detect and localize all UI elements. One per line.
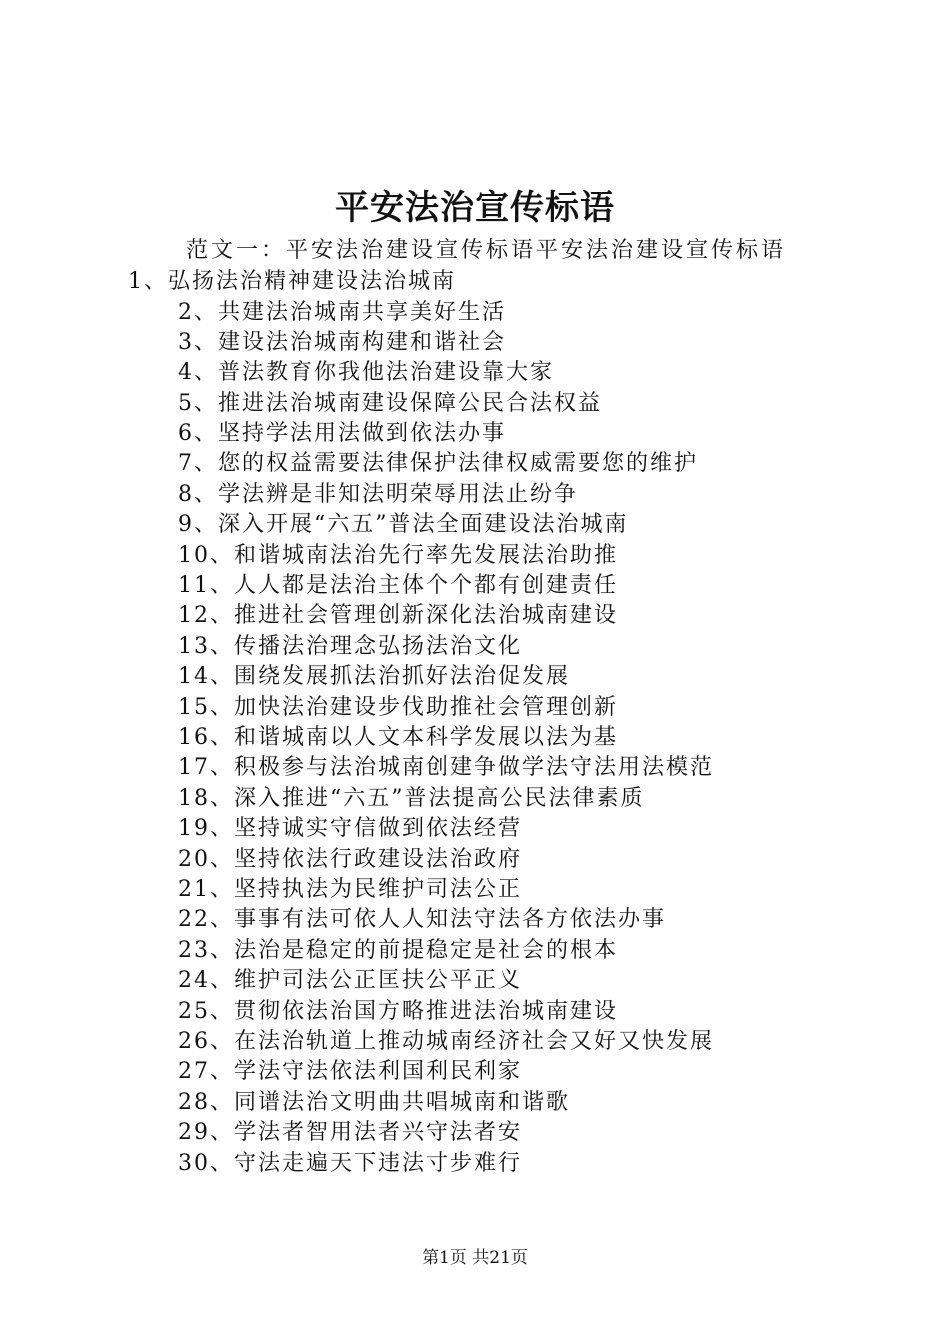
slogan-line: 29、学法者智用法者兴守法者安 xyxy=(178,1120,522,1145)
slogan-line: 19、坚持诚实守信做到依法经营 xyxy=(178,816,522,841)
slogan-line: 7、您的权益需要法律保护法律权威需要您的维护 xyxy=(178,451,698,476)
slogan-line: 27、学法守法依法利国利民利家 xyxy=(178,1059,522,1084)
slogan-line: 9、深入开展“六五”普法全面建设法治城南 xyxy=(178,512,629,537)
slogan-line: 14、围绕发展抓法治抓好法治促发展 xyxy=(178,664,570,689)
slogan-line: 8、学法辨是非知法明荣辱用法止纷争 xyxy=(178,482,578,507)
slogan-line: 30、守法走遍天下违法寸步难行 xyxy=(178,1151,522,1176)
slogan-line: 11、人人都是法治主体个个都有创建责任 xyxy=(178,573,618,598)
slogan-line: 26、在法治轨道上推动城南经济社会又好又快发展 xyxy=(178,1029,714,1054)
slogan-line: 13、传播法治理念弘扬法治文化 xyxy=(178,634,522,659)
slogan-line: 21、坚持执法为民维护司法公正 xyxy=(178,877,522,902)
slogan-line: 5、推进法治城南建设保障公民合法权益 xyxy=(178,391,602,416)
slogan-line: 12、推进社会管理创新深化法治城南建设 xyxy=(178,603,618,628)
slogan-line: 6、坚持学法用法做到依法办事 xyxy=(178,421,506,446)
slogan-line: 2、共建法治城南共享美好生活 xyxy=(178,300,506,325)
slogan-line: 18、深入推进“六五”普法提高公民法律素质 xyxy=(178,786,645,811)
slogan-line: 28、同谱法治文明曲共唱城南和谐歌 xyxy=(178,1090,570,1115)
slogan-line: 16、和谐城南以人文本科学发展以法为基 xyxy=(178,725,618,750)
slogan-line: 3、建设法治城南构建和谐社会 xyxy=(178,330,506,355)
page-footer: 第1页 共21页 xyxy=(422,1248,528,1268)
slogan-line: 4、普法教育你我他法治建设靠大家 xyxy=(178,360,554,385)
slogan-line: 24、维护司法公正匡扶公平正义 xyxy=(178,968,522,993)
slogan-line: 17、积极参与法治城南创建争做学法守法用法模范 xyxy=(178,755,714,780)
slogan-line: 20、坚持依法行政建设法治政府 xyxy=(178,847,522,872)
slogan-line: 23、法治是稳定的前提稳定是社会的根本 xyxy=(178,938,618,963)
document-title: 平安法治宣传标语 xyxy=(335,188,615,228)
slogan-line: 22、事事有法可依人人知法守法各方依法办事 xyxy=(178,907,666,932)
slogan-line: 15、加快法治建设步伐助推社会管理创新 xyxy=(178,695,618,720)
slogan-line: 1、弘扬法治精神建设法治城南 xyxy=(128,269,456,294)
slogan-line: 25、贯彻依法治国方略推进法治城南建设 xyxy=(178,999,618,1024)
document-subtitle: 范文一：平安法治建设宣传标语平安法治建设宣传标语 xyxy=(186,238,787,263)
slogan-line: 10、和谐城南法治先行率先发展法治助推 xyxy=(178,543,618,568)
